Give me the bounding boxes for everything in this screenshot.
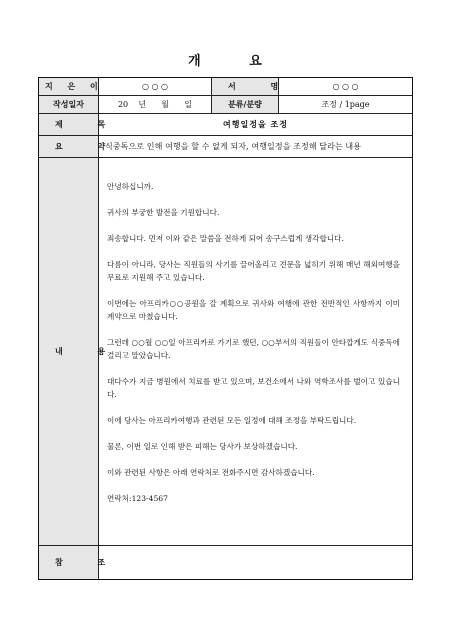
body-paragraph: 그런데 ○○월 ○○일 아프리카로 가기로 했던, ○○부서의 직원들이 안타깝게도 식중독에 걸리고 말았습니다. <box>107 338 400 360</box>
author-label: 지 은 이 <box>39 78 99 96</box>
content-body <box>99 158 413 546</box>
date-value: 20 년 월 일 <box>99 96 212 114</box>
summary-row <box>39 136 413 158</box>
body-paragraph: 물론, 이번 일로 인해 받은 피해는 당사가 보상하겠습니다. <box>107 442 298 451</box>
author-row <box>39 78 413 96</box>
summary-label: 요 약 <box>39 136 99 158</box>
date-row <box>39 96 413 114</box>
author-value: ○ ○ ○ <box>99 78 212 96</box>
signature-label: 서 명 <box>212 78 279 96</box>
body-paragraph: 대다수가 지금 병원에서 치료를 받고 있으며, 보건소에서 나와 역학조사를 벌이고 있습니다. <box>107 377 400 399</box>
body-paragraph: 죄송합니다. 먼저 이와 같은 말씀을 전하게 되어 송구스럽게 생각합니다. <box>107 234 344 243</box>
body-paragraph: 이에 당사는 아프리카여행과 관련된 모든 일정에 대해 조정을 부탁드립니다. <box>107 416 357 425</box>
reference-row <box>39 546 413 580</box>
subject-value: 여행일정을 조정 <box>99 114 413 136</box>
date-label: 작성일자 <box>39 96 99 114</box>
body-paragraph: 다름이 아니라, 당사는 직원들의 사기를 끌어올리고 견문을 넓히기 위해 매년 해외여행을 무료로 지원해 주고 있습니다. <box>107 260 400 282</box>
overview-form-table <box>38 77 413 580</box>
subject-row <box>39 114 413 136</box>
contact-line: 연락처:123-4567 <box>107 494 168 503</box>
category-value: 조정 / 1page <box>279 96 413 114</box>
body-paragraph: 안녕하십니까. <box>107 182 154 191</box>
signature-value: ○ ○ ○ <box>279 78 413 96</box>
reference-value <box>99 546 413 580</box>
body-paragraph: 귀사의 부궁한 발전을 기원합니다. <box>107 208 220 217</box>
body-paragraph: 이번에는 아프리카○○공원을 갈 계획으로 귀사와 여행에 관한 전반적인 사항까지 이미 계약으로 마쳤습니다. <box>107 299 400 321</box>
reference-label: 참 조 <box>39 546 99 580</box>
body-paragraph: 이와 관련된 사항은 아래 연락처로 전화주시면 감사하겠습니다. <box>107 468 315 477</box>
subject-label: 제 목 <box>39 114 99 136</box>
content-label: 내 용 <box>39 158 99 546</box>
category-label: 분류/분량 <box>212 96 279 114</box>
summary-value: 식중독으로 인해 여행을 할 수 없게 되자, 여행일정을 조정해 달라는 내용 <box>99 136 413 158</box>
document-title: 개 요 <box>188 54 284 69</box>
content-row <box>39 158 413 546</box>
